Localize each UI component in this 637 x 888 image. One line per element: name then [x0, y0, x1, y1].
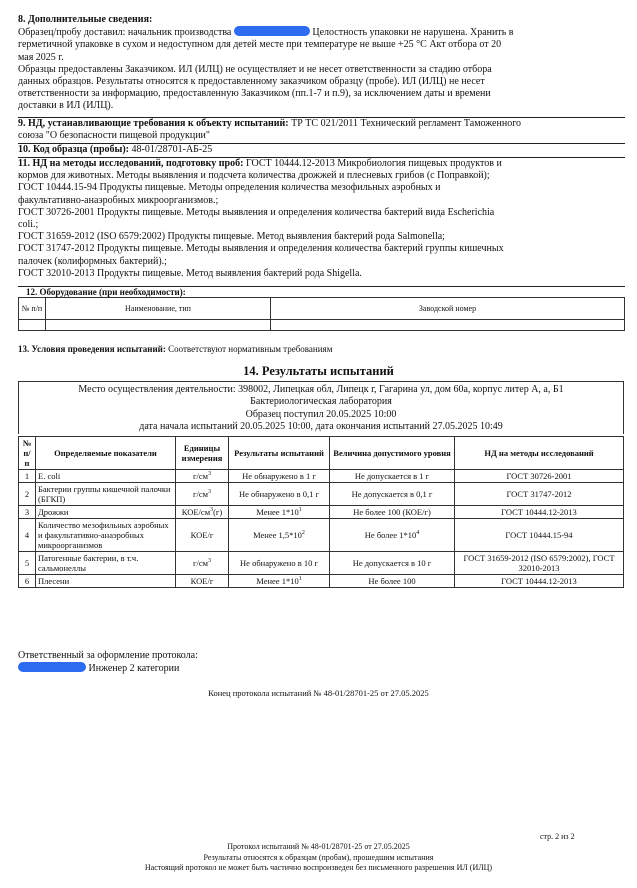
delivered-by-text: Образец/пробу доставил: начальник производства — [18, 27, 232, 39]
unit-cell: КОЕ/г — [176, 519, 229, 552]
customer-note-4: доставки в ИЛ (ИЛЦ). — [18, 100, 114, 112]
redacted-name-block — [18, 662, 86, 672]
result-cell: Менее $1,5*10^2$ — [229, 519, 330, 552]
row-number: 4 — [19, 519, 36, 552]
section-13-label: 13. Условия проведения испытаний: — [18, 344, 166, 354]
limit-cell: Не допускается в 10 г — [330, 552, 455, 575]
table-row — [19, 506, 624, 519]
col-method: НД на методы исследований — [455, 437, 624, 470]
results-table — [18, 436, 624, 588]
end-of-protocol: Конец протокола испытаний № 48-01/28701-25 от 27.05.2025 — [208, 688, 429, 698]
table-row — [19, 519, 624, 552]
table-row — [19, 552, 624, 575]
unit-cell: $г/см^3$ — [176, 552, 229, 575]
result-cell: Менее $1*10^1$ — [229, 575, 330, 588]
table-row — [19, 470, 624, 483]
responsible-position: Инженер 2 категории — [88, 663, 180, 675]
col-limit: Величина допустимого уровня — [330, 437, 455, 470]
result-cell: Не обнаружено в 1 г — [229, 470, 330, 483]
row-number: 1 — [19, 470, 36, 483]
method-line-2: кормов для животных. Методы выявления и подсчета количества дрожжей и плесневых грибов (с Поправкой); — [18, 170, 490, 182]
table-row — [19, 575, 624, 588]
sample-received: Образец поступил 20.05.2025 10:00 — [245, 408, 397, 420]
section-9-label: 9. НД, устанавливающие требования к объекту испытаний: — [18, 118, 289, 129]
indicator-name: Патогенные бактерии, в т.ч. сальмонеллы — [36, 552, 176, 575]
method-line-6: coli.; — [18, 219, 39, 231]
package-integrity-text: Целостность упаковки не нарушена. Хранить в — [312, 27, 514, 39]
method-line-10: ГОСТ 32010-2013 Продукты пищевые. Метод выявления бактерий рода Shigella. — [18, 267, 362, 279]
row-number: 2 — [19, 483, 36, 506]
table-row — [19, 483, 624, 506]
result-cell: Не обнаружено в 10 г — [229, 552, 330, 575]
col-indicator: Определяемые показатели — [36, 437, 176, 470]
footer-line-2: Результаты относятся к образцам (пробам), прошедшим испытания — [203, 852, 434, 862]
indicator-name: Плесени — [36, 575, 176, 588]
customer-note-1: Образцы предоставлены Заказчиком. ИЛ (ИЛЦ) не осуществляет и не несет ответственности за стадию отбора — [18, 63, 492, 75]
section-8-label: 8. Дополнительные сведения: — [18, 14, 153, 25]
section-9-text-1: ТР ТС 021/2011 Технический регламент Таможенного — [291, 118, 522, 129]
col-results: Результаты испытаний — [229, 437, 330, 470]
page-footer — [0, 842, 637, 874]
equipment-col-name: Наименование, тип — [46, 298, 271, 320]
sampling-act-date: мая 2025 г. — [18, 51, 64, 63]
page-number: стр. 2 из 2 — [540, 832, 575, 841]
unit-cell: КОЕ/$см^3(г)$ — [176, 506, 229, 519]
equipment-col-no: № п/п — [19, 298, 46, 320]
results-header-box — [18, 381, 624, 434]
activity-place-1: Место осуществления деятельности: 398002, Липецкая обл, Липецк г, Гагарина ул, дом 60а, корпус литер А, а, Б1 — [78, 384, 564, 395]
redacted-name-block — [234, 26, 310, 36]
method-line-8: ГОСТ 31747-2012 Продукты пищевые. Методы выявления и определения количества бактерий группы кишечных — [18, 243, 504, 255]
footer-line-3: Настоящий протокол не может быть частично воспроизведен без письменного разрешения ИЛ (ИЛЦ) — [144, 863, 493, 872]
method-cell: ГОСТ 10444.12-2013 — [455, 575, 624, 588]
equipment-table — [18, 297, 625, 331]
method-line-5: ГОСТ 30726-2001 Продукты пищевые. Методы выявления и определения количества бактерий вида Escherichia — [18, 206, 495, 218]
method-cell: ГОСТ 31747-2012 — [455, 483, 624, 506]
unit-cell: КОЕ/г — [176, 575, 229, 588]
col-units: Единицы измерения — [176, 437, 229, 470]
limit-cell: Не более 100 — [330, 575, 455, 588]
results-title: 14. Результаты испытаний — [243, 364, 394, 378]
equipment-col-serial: Заводской номер — [271, 298, 625, 320]
section-8 — [18, 14, 624, 113]
method-cell: ГОСТ 10444.12-2013 — [455, 506, 624, 519]
indicator-name: E. coli — [36, 470, 176, 483]
method-cell: ГОСТ 10444.15-94 — [455, 519, 624, 552]
storage-text: герметичной упаковке в сухом и недоступном для детей месте при температуре не выше +25 °С Акт отбора от 20 — [18, 39, 502, 51]
indicator-name: Дрожжи — [36, 506, 176, 519]
section-11 — [18, 158, 624, 280]
row-number: 5 — [19, 552, 36, 575]
section-9-text-2: союза "О безопасности пищевой продукции" — [18, 130, 210, 142]
indicator-name: Бактерии группы кишечной палочки (БГКП) — [36, 483, 176, 506]
method-line-7: ГОСТ 31659-2012 (ISO 6579:2002) Продукты пищевые. Метод выявления бактерий рода Salmonella; — [18, 231, 445, 243]
footer-line-1: Протокол испытаний № 48-01/28701-25 от 27.05.2025 — [227, 842, 410, 851]
result-cell: Не обнаружено в 0,1 г — [229, 483, 330, 506]
responsible-label: Ответственный за оформление протокола: — [18, 650, 198, 661]
method-line-1: ГОСТ 10444.12-2013 Микробиология пищевых продуктов и — [245, 158, 502, 169]
row-number: 6 — [19, 575, 36, 588]
section-12-label: 12. Оборудование (при необходимости): — [26, 287, 186, 297]
col-no: № п/п — [19, 437, 36, 470]
limit-cell: Не допускается в 1 г — [330, 470, 455, 483]
section-10-label: 10. Код образца (пробы): — [18, 144, 129, 155]
sample-code: 48-01/28701-АБ-25 — [131, 144, 213, 155]
section-10 — [18, 144, 624, 156]
result-cell: Менее $1*10^1$ — [229, 506, 330, 519]
unit-cell: $г/см^3$ — [176, 483, 229, 506]
method-line-9: палочек (колиформных бактерий).; — [18, 255, 167, 267]
row-number: 3 — [19, 506, 36, 519]
method-line-3: ГОСТ 10444.15-94 Продукты пищевые. Методы определения количества мезофильных аэробных и — [18, 182, 441, 194]
customer-note-2: данных образцов. Результаты относятся к предоставленному заказчиком образцу (пробе). ИЛ (ИЛЦ) не несет — [18, 76, 485, 88]
method-line-4: факультативно-анаэробных микроорганизмов.; — [18, 194, 219, 206]
test-conditions: Соответствуют нормативным требованиям — [168, 344, 333, 354]
activity-place-2: Бактериологическая лаборатория — [250, 396, 392, 408]
equipment-empty-cell — [46, 320, 271, 331]
method-cell: ГОСТ 31659-2012 (ISO 6579:2002), ГОСТ 32010-2013 — [455, 552, 624, 575]
limit-cell: Не более $1*10^4$ — [330, 519, 455, 552]
section-9 — [18, 118, 624, 142]
section-13 — [18, 344, 624, 355]
customer-note-3: ответственности за информацию, предоставленную Заказчиком (пп.1-7 и п.9), за исключением даты и времени — [18, 88, 491, 100]
limit-cell: Не допускается в 0,1 г — [330, 483, 455, 506]
responsible-block — [18, 650, 624, 675]
method-cell: ГОСТ 30726-2001 — [455, 470, 624, 483]
indicator-name: Количество мезофильных аэробных и факультативно-анаэробных микроорганизмов — [36, 519, 176, 552]
equipment-empty-cell — [271, 320, 625, 331]
equipment-empty-cell — [19, 320, 46, 331]
section-11-label: 11. НД на методы исследований, подготовку проб: — [18, 158, 244, 169]
limit-cell: Не более 100 (КОЕ/г) — [330, 506, 455, 519]
unit-cell: $г/см^3$ — [176, 470, 229, 483]
test-dates: дата начала испытаний 20.05.2025 10:00, дата окончания испытаний 27.05.2025 10:49 — [139, 421, 503, 433]
